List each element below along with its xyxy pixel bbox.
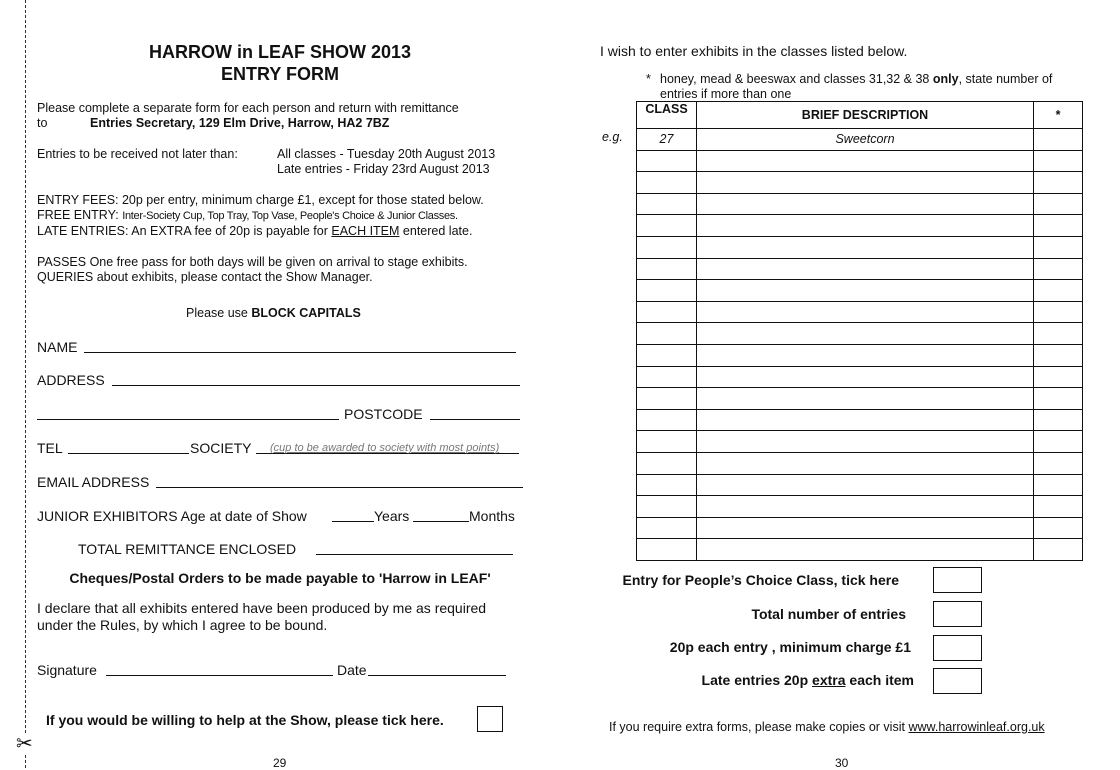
description-cell[interactable] (697, 236, 1034, 258)
extra-forms-text: If you require extra forms, please make copies or visit (609, 720, 905, 734)
table-row-example (637, 129, 1083, 151)
intro-line: Please complete a separate form for each person and return with remittance (37, 101, 459, 115)
fees-line: ENTRY FEES: 20p per entry, minimum charge £1, except for those stated below. (37, 193, 484, 207)
table-row (637, 474, 1083, 496)
description-cell[interactable] (697, 539, 1034, 561)
intro-to: to (37, 116, 48, 130)
description-cell[interactable] (697, 388, 1034, 410)
class-cell[interactable] (637, 150, 697, 172)
table-row (637, 344, 1083, 366)
description-cell[interactable] (697, 496, 1034, 518)
late-each-item: EACH ITEM (331, 224, 400, 238)
description-cell[interactable] (697, 215, 1034, 237)
total-entries-box[interactable] (933, 601, 982, 627)
star-cell[interactable] (1034, 172, 1083, 194)
description-cell[interactable] (697, 517, 1034, 539)
note-post: , state number of (958, 72, 1053, 86)
description-cell[interactable] (697, 301, 1034, 323)
form-subtitle: ENTRY FORM (220, 64, 339, 84)
name-field[interactable] (84, 340, 516, 353)
address-line-2-field[interactable] (37, 407, 339, 420)
date-label: Date (337, 662, 367, 678)
table-row (637, 193, 1083, 215)
late-suffix: entered late. (402, 224, 473, 238)
declaration-line-2: under the Rules, by which I agree to be bound. (37, 617, 328, 633)
star-cell[interactable] (1034, 193, 1083, 215)
queries-line: QUERIES about exhibits, please contact the Show Manager. (37, 270, 373, 284)
table-row (637, 301, 1083, 323)
table-row (637, 323, 1083, 345)
class-cell[interactable] (637, 215, 697, 237)
classes-table (636, 101, 1083, 561)
late-post-text: each item (849, 672, 914, 688)
star-cell[interactable] (1034, 474, 1083, 496)
example-desc: Sweetcorn (697, 129, 1034, 151)
class-cell[interactable] (637, 539, 697, 561)
table-row (637, 236, 1083, 258)
description-cell[interactable] (697, 452, 1034, 474)
star-cell[interactable] (1034, 258, 1083, 280)
table-row (637, 258, 1083, 280)
block-prefix: Please use (186, 306, 248, 320)
star-cell[interactable] (1034, 280, 1083, 302)
star-cell[interactable] (1034, 150, 1083, 172)
society-label: SOCIETY (190, 440, 252, 456)
late-extra-text: extra (812, 672, 846, 688)
junior-label: JUNIOR EXHIBITORS Age at date of Show (37, 508, 307, 524)
intro-address: Entries Secretary, 129 Elm Drive, Harrow, HA2 7BZ (90, 116, 390, 130)
class-cell[interactable] (637, 323, 697, 345)
star-cell[interactable] (1034, 517, 1083, 539)
description-cell[interactable] (697, 280, 1034, 302)
name-label: NAME (37, 339, 78, 355)
form-title: HARROW in LEAF SHOW 2013 (148, 42, 412, 62)
table-row (637, 172, 1083, 194)
star-cell[interactable] (1034, 323, 1083, 345)
deadline-label: Entries to be received not later than: (37, 147, 238, 161)
free-entry-label: FREE ENTRY: (37, 208, 119, 222)
cut-line (25, 0, 26, 768)
table-row (637, 452, 1083, 474)
deadline-all: All classes - Tuesday 20th August 2013 (277, 147, 496, 161)
website-link[interactable]: www.harrowinleaf.org.uk (908, 720, 1045, 734)
table-row (637, 409, 1083, 431)
peoples-choice-box[interactable] (933, 567, 982, 593)
extra-forms-line (609, 720, 1045, 735)
class-cell[interactable] (637, 236, 697, 258)
class-cell[interactable] (637, 366, 697, 388)
description-cell[interactable] (697, 323, 1034, 345)
late-entries-line (37, 224, 472, 239)
help-tick-box[interactable] (477, 706, 503, 732)
class-cell[interactable] (637, 301, 697, 323)
example-star-cell (1034, 129, 1083, 151)
class-cell[interactable] (637, 431, 697, 453)
page-number-left: 29 (273, 756, 287, 770)
table-row (637, 431, 1083, 453)
late-entries-box[interactable] (933, 668, 982, 694)
date-field[interactable] (368, 663, 506, 676)
note-line-1 (660, 72, 1052, 87)
table-row (637, 517, 1083, 539)
description-cell[interactable] (697, 474, 1034, 496)
description-cell[interactable] (697, 366, 1034, 388)
star-cell[interactable] (1034, 409, 1083, 431)
signature-field[interactable] (106, 663, 333, 676)
free-entry-text: Inter-Society Cup, Top Tray, Top Vase, People's Choice & Junior Classes. (122, 210, 458, 222)
description-cell[interactable] (697, 409, 1034, 431)
star-cell[interactable] (1034, 344, 1083, 366)
address-label: ADDRESS (37, 372, 105, 388)
charge-box[interactable] (933, 635, 982, 661)
class-cell[interactable] (637, 409, 697, 431)
signature-label: Signature (37, 662, 97, 678)
description-cell[interactable] (697, 258, 1034, 280)
table-row (637, 215, 1083, 237)
late-pre-text: Late entries 20p (701, 672, 809, 688)
note-only: only (932, 72, 959, 86)
postcode-label: POSTCODE (344, 406, 423, 422)
postcode-field[interactable] (430, 407, 520, 420)
description-cell[interactable] (697, 193, 1034, 215)
star-cell[interactable] (1034, 452, 1083, 474)
class-cell[interactable] (637, 496, 697, 518)
email-label: EMAIL ADDRESS (37, 474, 150, 490)
star-cell[interactable] (1034, 236, 1083, 258)
star-cell[interactable] (1034, 388, 1083, 410)
class-cell[interactable] (637, 344, 697, 366)
declaration-line-1: I declare that all exhibits entered have been produced by me as required (37, 600, 487, 616)
passes-line: PASSES One free pass for both days will be given on arrival to stage exhibits. (37, 255, 468, 269)
note-line-2: entries if more than one (660, 87, 792, 101)
table-row (637, 366, 1083, 388)
description-cell[interactable] (697, 344, 1034, 366)
page-number-right: 30 (835, 756, 849, 770)
description-cell[interactable] (697, 172, 1034, 194)
star-cell[interactable] (1034, 215, 1083, 237)
total-remittance-label: TOTAL REMITTANCE ENCLOSED (78, 541, 297, 557)
years-label: Years (374, 508, 410, 524)
note-pre: honey, mead & beeswax and classes 31,32 & 38 (660, 72, 930, 86)
class-cell[interactable] (637, 172, 697, 194)
charge-label: 20p each entry , minimum charge £1 (669, 639, 911, 655)
block-caps-line (186, 306, 361, 321)
table-row (637, 280, 1083, 302)
col-class-header: CLASS (637, 102, 697, 129)
star-cell[interactable] (1034, 431, 1083, 453)
table-row (637, 150, 1083, 172)
table-row (637, 496, 1083, 518)
star-cell[interactable] (1034, 496, 1083, 518)
class-cell[interactable] (637, 474, 697, 496)
table-row (637, 388, 1083, 410)
description-cell[interactable] (697, 150, 1034, 172)
class-cell[interactable] (637, 388, 697, 410)
example-label: e.g. (602, 130, 623, 144)
address-field[interactable] (112, 373, 520, 386)
star-cell[interactable] (1034, 301, 1083, 323)
star-cell[interactable] (1034, 366, 1083, 388)
example-class: 27 (637, 129, 697, 151)
class-cell[interactable] (637, 280, 697, 302)
class-cell[interactable] (637, 517, 697, 539)
free-entry-line (37, 208, 458, 224)
scissors-icon: ✂ (16, 733, 33, 755)
years-field[interactable] (332, 509, 374, 522)
late-prefix: LATE ENTRIES: An EXTRA fee of 20p is payable for (37, 224, 328, 238)
col-star-header: * (1034, 102, 1083, 129)
email-field[interactable] (156, 475, 523, 488)
society-note: (cup to be awarded to society with most points) (270, 442, 500, 454)
cheques-line: Cheques/Postal Orders to be made payable to 'Harrow in LEAF' (69, 570, 491, 586)
months-label: Months (469, 508, 515, 524)
class-cell[interactable] (637, 193, 697, 215)
table-row (637, 539, 1083, 561)
class-cell[interactable] (637, 258, 697, 280)
block-caps: BLOCK CAPITALS (251, 306, 361, 320)
table-header-row (637, 102, 1083, 129)
deadline-late: Late entries - Friday 23rd August 2013 (277, 162, 490, 176)
peoples-choice-label: Entry for People’s Choice Class, tick here (622, 572, 899, 588)
class-cell[interactable] (637, 452, 697, 474)
late-entries-label (560, 672, 914, 688)
tel-label: TEL (37, 440, 63, 456)
help-line: If you would be willing to help at the Show, please tick here. (46, 712, 444, 728)
col-desc-header: BRIEF DESCRIPTION (697, 102, 1034, 129)
note-star: * (646, 72, 651, 86)
months-field[interactable] (413, 509, 469, 522)
tel-field[interactable] (68, 441, 189, 454)
total-remittance-field[interactable] (316, 542, 513, 555)
classes-intro: I wish to enter exhibits in the classes listed below. (600, 43, 908, 59)
total-entries-label: Total number of entries (751, 606, 906, 622)
description-cell[interactable] (697, 431, 1034, 453)
star-cell[interactable] (1034, 539, 1083, 561)
